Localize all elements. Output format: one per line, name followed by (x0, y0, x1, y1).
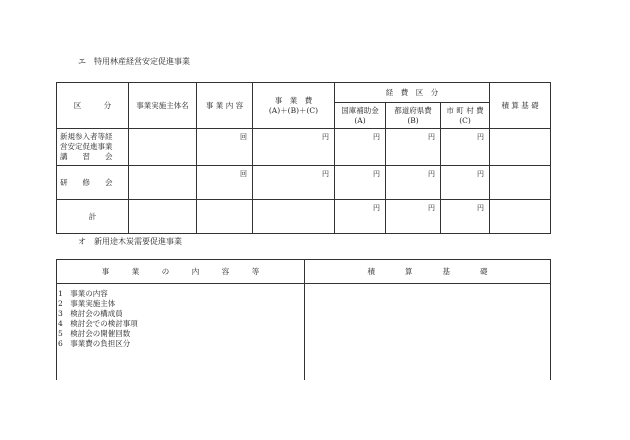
cell-todofuken[interactable] (386, 166, 441, 200)
header-naiyou: 事 業 の 内 容 等 (57, 260, 305, 284)
list-item: 4 検討会での検討事項 (58, 319, 138, 328)
unit-en: 円 (322, 133, 329, 141)
cell-kokko[interactable] (335, 200, 386, 234)
cell-todofuken[interactable] (386, 200, 441, 234)
table-row (57, 166, 551, 200)
unit-en: 円 (373, 170, 380, 178)
list-item: 2 事業実施主体 (58, 299, 116, 308)
unit-en: 円 (477, 133, 485, 141)
cell-jigyouhi[interactable] (253, 166, 335, 200)
cell-kokko[interactable] (335, 166, 386, 200)
row-label: 研 修 会 (57, 166, 129, 200)
header-todofuken (386, 103, 441, 129)
list-item: 6 事業費の負担区分 (58, 339, 131, 348)
cell-jigyouhi (253, 200, 335, 234)
header-shichoson (441, 103, 490, 129)
row-label-total: 計 (57, 200, 129, 234)
unit-en: 円 (373, 133, 380, 141)
header-jigyouhi (253, 83, 335, 129)
cell-jigyou-jisshi (129, 200, 197, 234)
header-todofuken-label: 都道府県費 (394, 106, 432, 115)
list-item: 1 事業の内容 (58, 289, 108, 298)
unit-en: 円 (428, 133, 435, 141)
header-jigyou-jisshi: 事業実施主体名 (129, 83, 197, 129)
list-item: 3 検討会の構成員 (58, 309, 123, 318)
unit-en: 円 (477, 204, 485, 212)
row-label (57, 129, 129, 166)
header-jigyou-naiyou: 事 業 内 容 (197, 83, 253, 129)
row-label-line: 新規参入者等経 (60, 132, 113, 141)
section-e-heading: エ 特用林産経営安定促進事業 (78, 57, 190, 66)
table-row-total (57, 200, 551, 234)
section-o-heading: オ 新用途木炭需要促進事業 (78, 237, 182, 246)
cell-naiyou[interactable] (197, 129, 253, 166)
cell-jigyou-jisshi[interactable] (129, 166, 197, 200)
header-shichoson-code: (C) (459, 115, 471, 125)
cell-jigyou-jisshi[interactable] (129, 129, 197, 166)
header-kubun: 区 分 (57, 83, 129, 129)
header-keihi-kubun: 経 費 区 分 (335, 83, 490, 103)
header-jigyouhi-line1: 事 業 費 (274, 96, 313, 105)
cell-shichoson[interactable] (441, 166, 490, 200)
header-kokko-code: (A) (354, 115, 366, 125)
cell-naiyou[interactable] (197, 166, 253, 200)
unit-en: 円 (477, 170, 485, 178)
header-sekisan: 積 算 基 礎 (305, 260, 551, 284)
unit-en: 円 (428, 204, 435, 212)
cell-jigyouhi[interactable] (253, 129, 335, 166)
list-item: 5 検討会の開催回数 (58, 329, 131, 338)
cell-sekisan (490, 200, 551, 234)
header-kokko (335, 103, 386, 129)
row-label-line: 講 習 会 (60, 152, 113, 161)
cell-shichoson[interactable] (441, 129, 490, 166)
cell-kokko[interactable] (335, 129, 386, 166)
cell-naiyou (197, 200, 253, 234)
row-label-line: 営安定促進事業 (60, 142, 113, 151)
header-jigyouhi-line2: (A)＋(B)＋(C) (268, 105, 319, 115)
unit-en: 円 (322, 170, 329, 178)
cell-sekisan-body[interactable] (305, 284, 551, 380)
header-kokko-label: 国庫補助金 (341, 106, 379, 115)
naiyou-list (58, 289, 138, 349)
header-todofuken-code: (B) (407, 115, 419, 125)
unit-kai: 回 (240, 133, 247, 141)
unit-en: 円 (373, 204, 380, 212)
cell-shichoson[interactable] (441, 200, 490, 234)
cell-sekisan[interactable] (490, 129, 551, 166)
header-shichoson-label: 市 町 村 費 (446, 106, 484, 115)
section-e-table (56, 82, 551, 234)
table-row (57, 129, 551, 166)
unit-kai: 回 (240, 170, 247, 178)
header-sekisan: 積 算 基 礎 (490, 83, 551, 129)
cell-todofuken[interactable] (386, 129, 441, 166)
unit-en: 円 (428, 170, 435, 178)
cell-sekisan[interactable] (490, 166, 551, 200)
